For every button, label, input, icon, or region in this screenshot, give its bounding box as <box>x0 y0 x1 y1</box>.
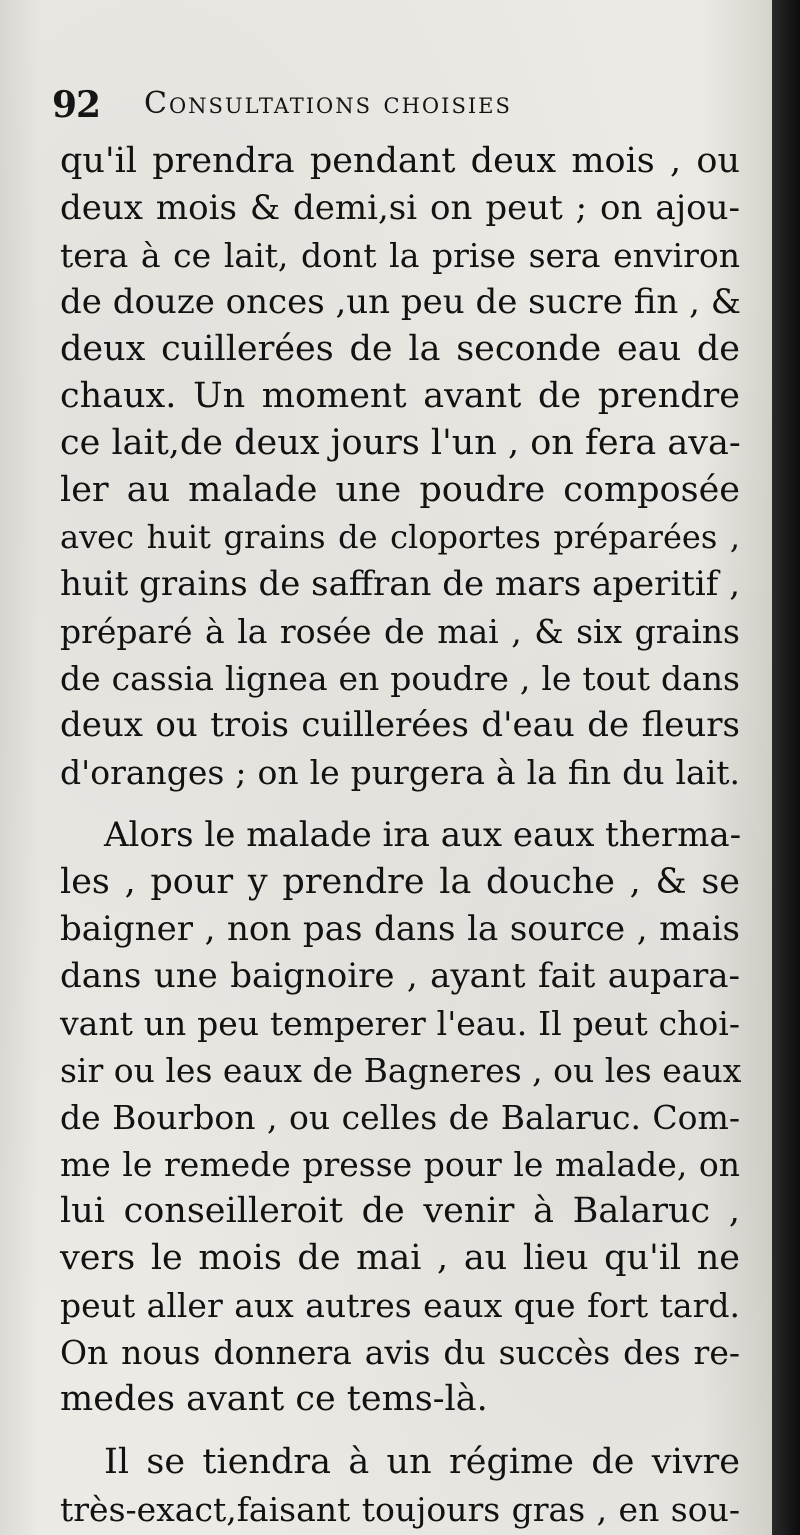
text-line: medes avant ce tems-là. <box>60 1379 488 1419</box>
text-line: de douze onces ,un peu de sucre fin , & <box>60 282 741 322</box>
text-line: qu'il prendra pendant deux mois , ou <box>60 141 740 181</box>
text-line: très-exact,faisant toujours gras , en sou- <box>60 1490 740 1529</box>
running-title: Consultations choisies <box>144 86 512 121</box>
text-line: sir ou les eaux de Bagneres , ou les eaux <box>60 1051 742 1090</box>
text-line: deux cuillerées de la seconde eau de <box>60 329 740 369</box>
text-line: lui conseilleroit de venir à Balaruc , <box>60 1191 740 1231</box>
text-line: d'oranges ; on le purgera à la fin du lait. <box>60 753 740 792</box>
text-line: baigner , non pas dans la source , mais <box>60 909 740 949</box>
text-line: dans une baignoire , ayant fait aupara- <box>60 956 740 996</box>
text-line: les , pour y prendre la douche , & se <box>60 862 740 902</box>
text-line: vers le mois de mai , au lieu qu'il ne <box>60 1238 740 1278</box>
text-line: deux mois & demi,si on peut ; on ajou- <box>60 188 740 228</box>
body-text <box>60 138 740 1533</box>
text-line: ce lait,de deux jours l'un , on fera ava- <box>60 423 741 463</box>
page-edge-shadow <box>772 0 800 1535</box>
text-line: ler au malade une poudre composée <box>60 470 740 510</box>
text-line: vant un peu temperer l'eau. Il peut choi- <box>60 1004 740 1043</box>
text-line: deux ou trois cuillerées d'eau de fleurs <box>60 705 740 745</box>
page-number: 92 <box>52 84 101 126</box>
text-line: tera à ce lait, dont la prise sera environ <box>60 236 740 275</box>
text-line: avec huit grains de cloportes préparées , <box>60 518 740 556</box>
page-header <box>52 84 712 134</box>
text-line: Il se tiendra à un régime de vivre <box>104 1442 740 1482</box>
text-line: huit grains de saffran de mars aperitif , <box>60 564 740 604</box>
text-line: de Bourbon , ou celles de Balaruc. Com- <box>60 1098 740 1137</box>
text-line: On nous donnera avis du succès des re- <box>60 1333 740 1372</box>
text-line: peut aller aux autres eaux que fort tard. <box>60 1286 740 1325</box>
text-line: préparé à la rosée de mai , & six grains <box>60 612 740 651</box>
text-line: de cassia lignea en poudre , le tout dans <box>60 659 740 698</box>
text-line: me le remede presse pour le malade, on <box>60 1145 740 1184</box>
text-line: chaux. Un moment avant de prendre <box>60 376 740 416</box>
text-line: Alors le malade ira aux eaux therma- <box>104 815 742 855</box>
